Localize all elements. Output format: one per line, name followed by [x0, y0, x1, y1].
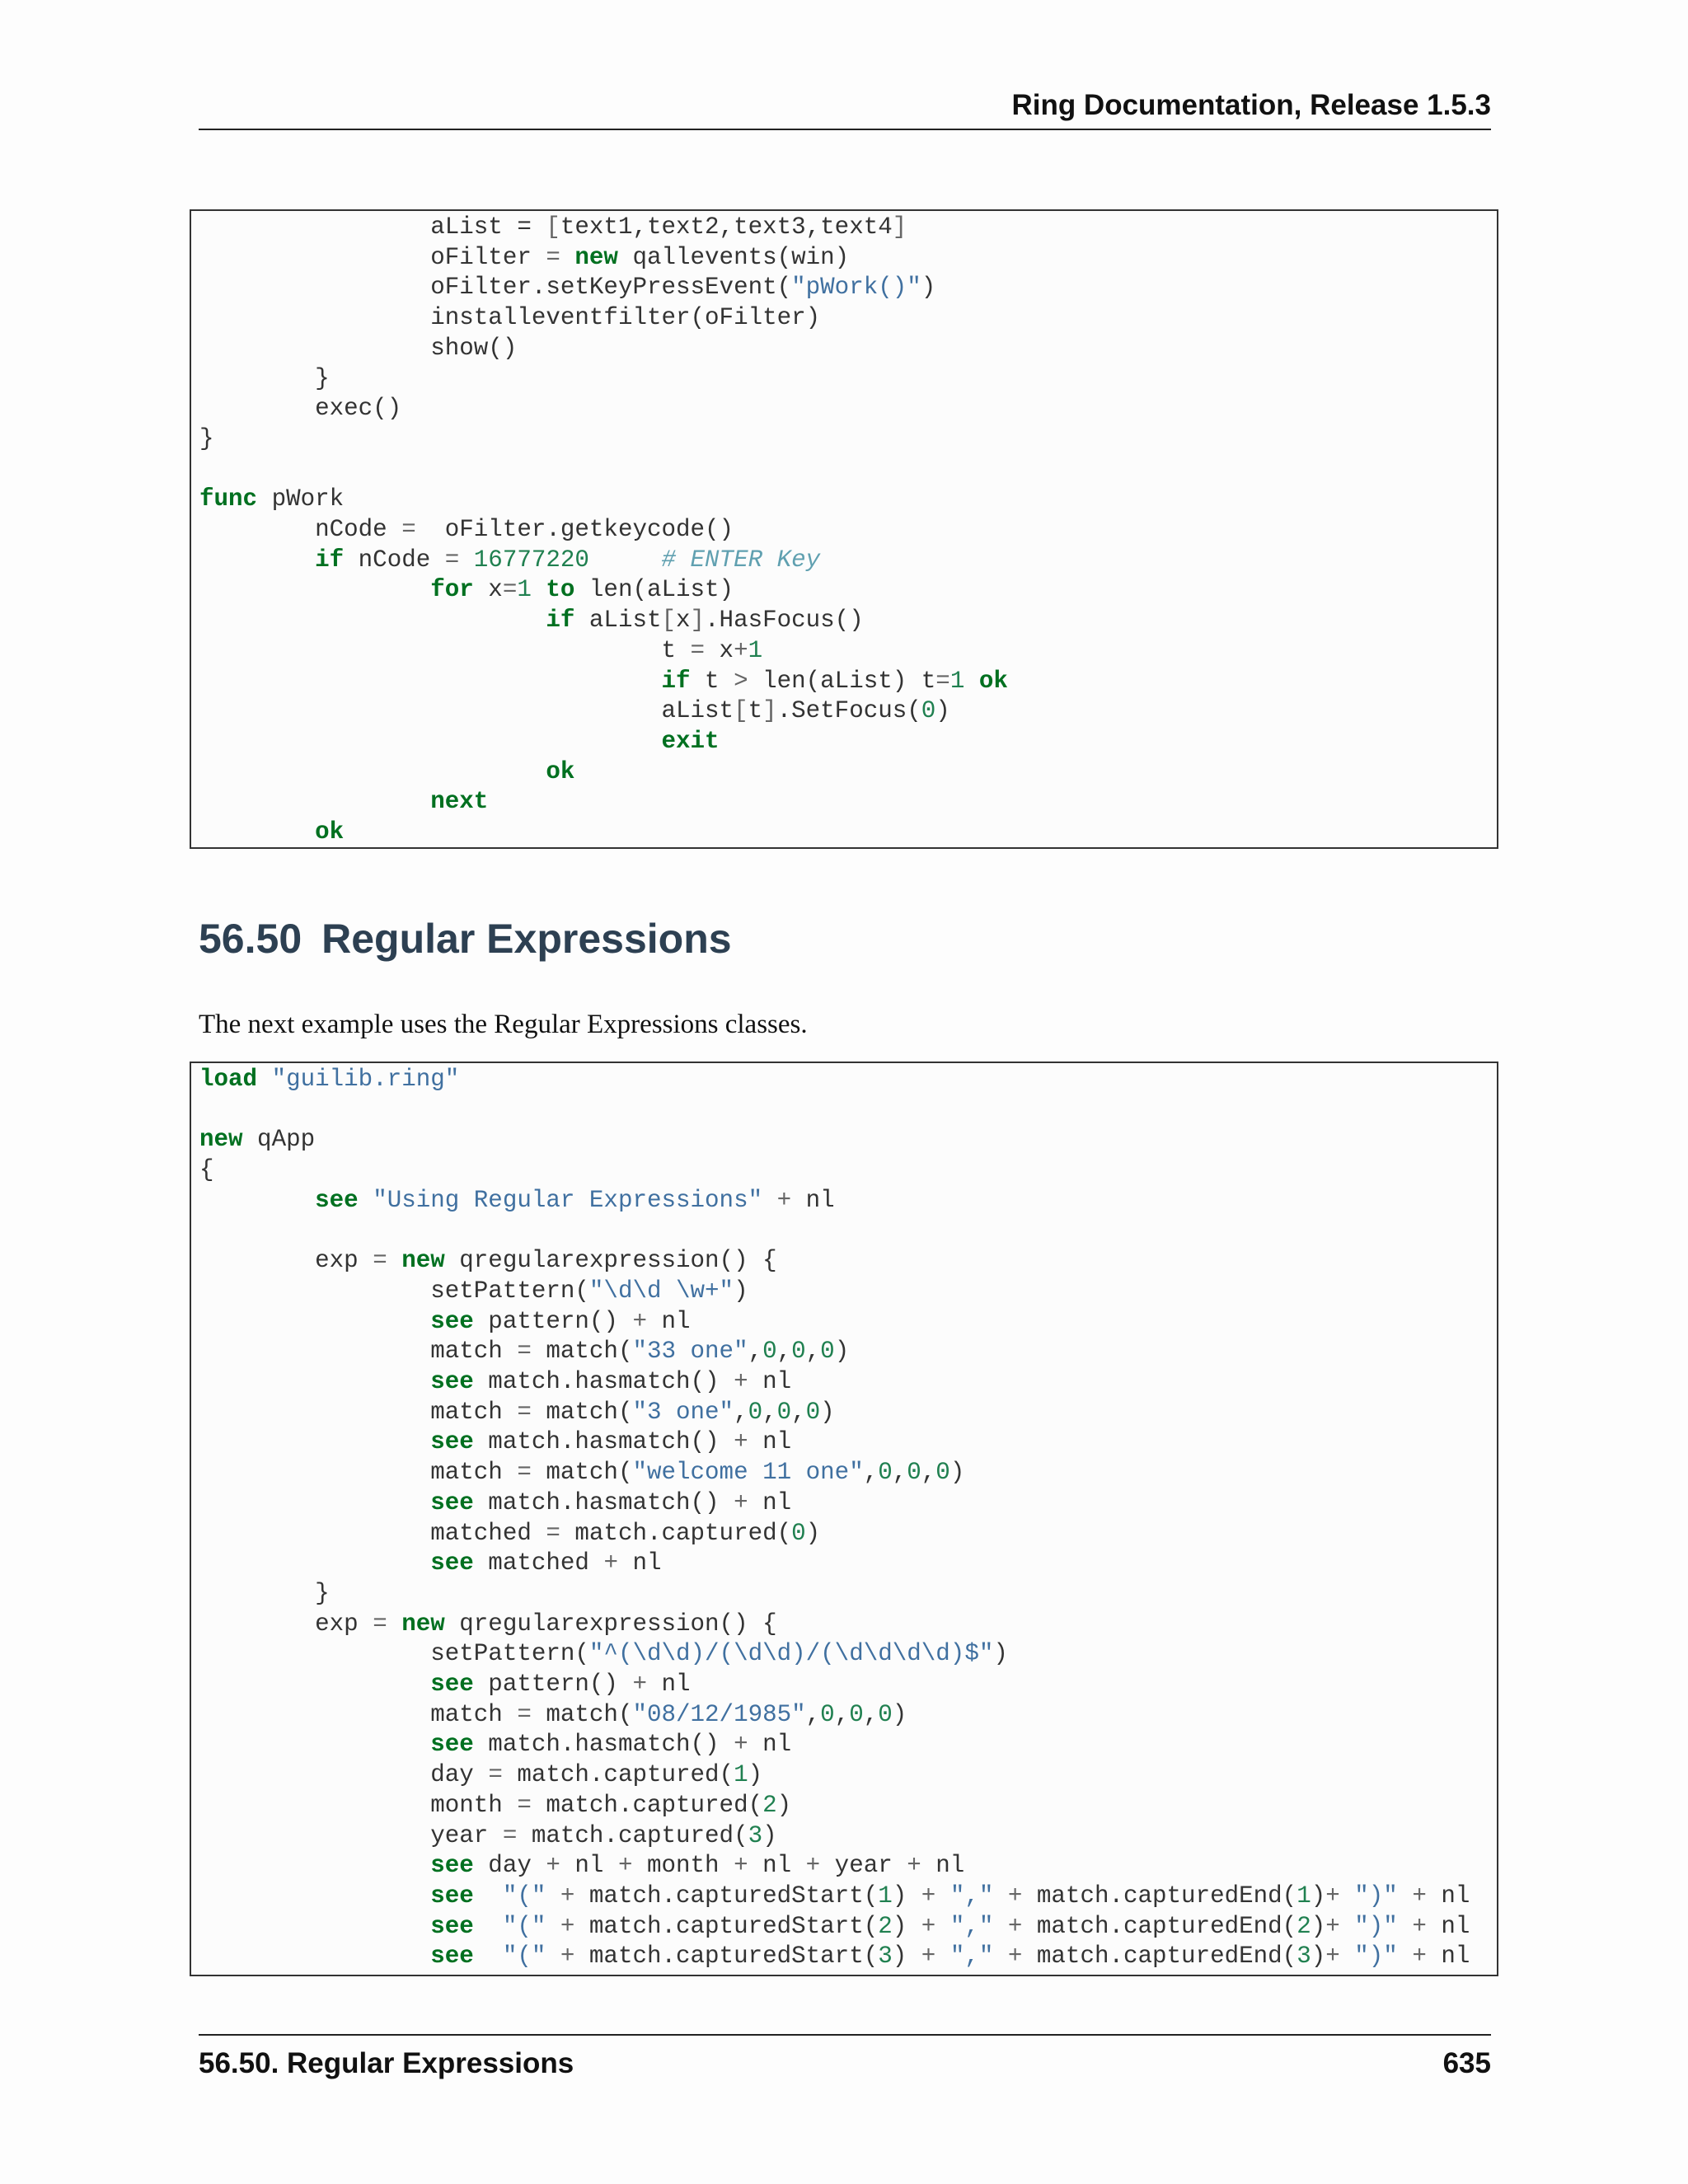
code-line: month = match.captured(2) — [199, 1791, 792, 1819]
code-listing — [191, 1063, 1497, 1974]
code-line: if t > len(aList) t=1 ok — [661, 667, 1008, 695]
code-line: func pWork — [199, 485, 345, 513]
code-line: aList = [text1,text2,text3,text4] — [199, 213, 907, 241]
code-line: see pattern() + nl — [430, 1307, 691, 1335]
code-block-event-filter — [190, 209, 1498, 849]
section-number: 56.50 — [199, 916, 302, 962]
code-line: match = match("3 one",0,0,0) — [199, 1398, 835, 1426]
page-number: 635 — [1442, 2047, 1491, 2079]
code-line: } — [199, 1579, 330, 1607]
code-line: nCode = oFilter.getkeycode() — [199, 516, 734, 544]
intro-paragraph: The next example uses the Regular Expressions classes. — [199, 1010, 808, 1039]
code-line: year = match.captured(3) — [199, 1821, 777, 1849]
code-line: see day + nl + month + nl + year + nl — [430, 1852, 965, 1880]
code-line: } — [199, 424, 214, 452]
code-line: t = x+1 — [199, 636, 763, 664]
code-line: exec() — [199, 395, 402, 423]
code-line: setPattern("^(\d\d)/(\d\d)/(\d\d\d\d)$") — [199, 1640, 1008, 1668]
code-line: if nCode = 16777220 # ENTER Key — [315, 546, 821, 574]
code-line: for x=1 to len(aList) — [430, 576, 734, 604]
code-line: see match.hasmatch() + nl — [430, 1488, 792, 1516]
code-line: see matched + nl — [430, 1549, 662, 1577]
code-line: see match.hasmatch() + nl — [430, 1428, 792, 1456]
code-line: match = match("08/12/1985",0,0,0) — [199, 1700, 907, 1728]
code-line: oFilter.setKeyPressEvent("pWork()") — [199, 274, 936, 302]
footer-section-label: 56.50. Regular Expressions — [199, 2047, 574, 2079]
code-line: installeventfilter(oFilter) — [199, 304, 821, 332]
code-line: see "Using Regular Expressions" + nl — [315, 1186, 835, 1214]
code-line: see "(" + match.capturedStart(1) + "," + match.capturedEnd(1)+ ")" + nl — [430, 1882, 1470, 1910]
code-line: day = match.captured(1) — [199, 1761, 763, 1789]
code-line: next — [430, 788, 489, 816]
code-line: match = match("33 one",0,0,0) — [199, 1338, 850, 1366]
code-block-regular-expressions — [190, 1062, 1498, 1976]
page-footer — [199, 2034, 1491, 2080]
code-line: setPattern("\d\d \w+") — [199, 1277, 748, 1305]
code-line: ok — [546, 757, 575, 785]
code-line: see match.hasmatch() + nl — [430, 1368, 792, 1396]
code-line: ok — [315, 818, 345, 846]
code-line: see "(" + match.capturedStart(2) + "," + match.capturedEnd(2)+ ")" + nl — [430, 1912, 1470, 1940]
code-line: load "guilib.ring" — [199, 1066, 460, 1093]
document-title: Ring Documentation, Release 1.5.3 — [1011, 89, 1491, 121]
section-title: Regular Expressions — [321, 916, 732, 962]
code-line: oFilter = new qallevents(win) — [199, 243, 850, 271]
code-line: new qApp — [199, 1126, 316, 1154]
code-line: matched = match.captured(0) — [199, 1519, 821, 1547]
code-line: see match.hasmatch() + nl — [430, 1731, 792, 1759]
page-header — [199, 89, 1491, 130]
code-line: match = match("welcome 11 one",0,0,0) — [199, 1459, 965, 1487]
code-line: } — [199, 364, 330, 392]
code-line: if aList[x].HasFocus() — [546, 607, 864, 635]
code-line: aList[t].SetFocus(0) — [199, 697, 950, 725]
section-heading — [199, 915, 732, 963]
code-line: { — [199, 1156, 214, 1184]
code-listing — [191, 211, 1497, 849]
code-line: see pattern() + nl — [430, 1671, 691, 1699]
code-line: see "(" + match.capturedStart(3) + "," + match.capturedEnd(3)+ ")" + nl — [430, 1943, 1470, 1971]
code-line: exit — [661, 727, 720, 755]
code-line: exp = new qregularexpression() { — [199, 1610, 777, 1638]
code-line: exp = new qregularexpression() { — [199, 1247, 777, 1275]
code-line: show() — [199, 334, 518, 362]
